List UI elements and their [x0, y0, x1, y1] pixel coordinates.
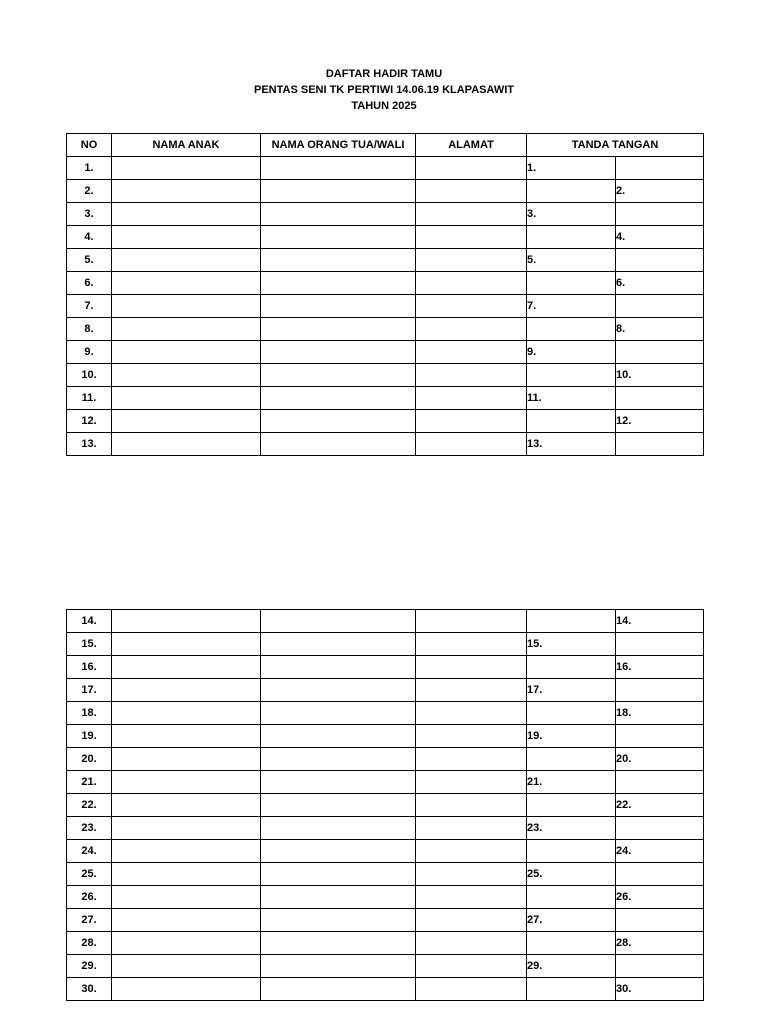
- signature-right-cell[interactable]: 16.: [616, 656, 704, 679]
- alamat-cell[interactable]: [416, 794, 527, 817]
- table-row: [67, 341, 704, 364]
- nama-orang-tua-cell[interactable]: [261, 725, 416, 748]
- nama-anak-cell[interactable]: [112, 978, 261, 1001]
- nama-anak-cell[interactable]: [112, 249, 261, 272]
- row-number: 30.: [67, 978, 112, 1001]
- table-row: [67, 817, 704, 840]
- table-row: [67, 633, 704, 656]
- signature-right-cell[interactable]: [616, 955, 704, 978]
- table-row: [67, 249, 704, 272]
- signature-left-cell[interactable]: 11.: [527, 387, 616, 410]
- nama-anak-cell[interactable]: [112, 886, 261, 909]
- nama-orang-tua-cell[interactable]: [261, 840, 416, 863]
- nama-anak-cell[interactable]: [112, 955, 261, 978]
- signature-left-cell[interactable]: 1.: [527, 157, 616, 180]
- row-number: 17.: [67, 679, 112, 702]
- row-number: 27.: [67, 909, 112, 932]
- table-row: [67, 886, 704, 909]
- table-body-2: [67, 610, 704, 1001]
- nama-orang-tua-cell[interactable]: [261, 863, 416, 886]
- signature-right-cell[interactable]: [616, 863, 704, 886]
- nama-anak-cell[interactable]: [112, 771, 261, 794]
- table-row: [67, 978, 704, 1001]
- nama-orang-tua-cell[interactable]: [261, 272, 416, 295]
- signature-left-cell[interactable]: 29.: [527, 955, 616, 978]
- row-number: 28.: [67, 932, 112, 955]
- table-row: [67, 955, 704, 978]
- row-number: 11.: [67, 387, 112, 410]
- signature-left-cell[interactable]: [527, 702, 616, 725]
- row-number: 4.: [67, 226, 112, 249]
- document-title: [0, 66, 768, 114]
- signature-left-cell[interactable]: 13.: [527, 433, 616, 456]
- alamat-cell[interactable]: [416, 725, 527, 748]
- signature-left-cell[interactable]: [527, 610, 616, 633]
- alamat-cell[interactable]: [416, 863, 527, 886]
- signature-left-cell[interactable]: 25.: [527, 863, 616, 886]
- row-number: 8.: [67, 318, 112, 341]
- row-number: 24.: [67, 840, 112, 863]
- nama-orang-tua-cell[interactable]: [261, 794, 416, 817]
- column-header-tanda-tangan: TANDA TANGAN: [527, 134, 704, 157]
- signature-left-cell[interactable]: [527, 318, 616, 341]
- row-number: 6.: [67, 272, 112, 295]
- table-row: [67, 180, 704, 203]
- alamat-cell[interactable]: [416, 295, 527, 318]
- table-row: [67, 203, 704, 226]
- nama-anak-cell[interactable]: [112, 679, 261, 702]
- nama-anak-cell[interactable]: [112, 433, 261, 456]
- row-number: 23.: [67, 817, 112, 840]
- table-row: [67, 748, 704, 771]
- table-row: [67, 794, 704, 817]
- table-body-1: [67, 157, 704, 456]
- alamat-cell[interactable]: [416, 341, 527, 364]
- table-row: [67, 318, 704, 341]
- signature-left-cell[interactable]: [527, 180, 616, 203]
- signature-right-cell[interactable]: 14.: [616, 610, 704, 633]
- table-row: [67, 364, 704, 387]
- nama-orang-tua-cell[interactable]: [261, 157, 416, 180]
- nama-anak-cell[interactable]: [112, 364, 261, 387]
- table-row: [67, 610, 704, 633]
- nama-orang-tua-cell[interactable]: [261, 932, 416, 955]
- nama-orang-tua-cell[interactable]: [261, 433, 416, 456]
- alamat-cell[interactable]: [416, 610, 527, 633]
- table-row: [67, 932, 704, 955]
- row-number: 14.: [67, 610, 112, 633]
- alamat-cell[interactable]: [416, 909, 527, 932]
- signature-right-cell[interactable]: [616, 909, 704, 932]
- row-number: 26.: [67, 886, 112, 909]
- signature-left-cell[interactable]: [527, 410, 616, 433]
- nama-anak-cell[interactable]: [112, 180, 261, 203]
- row-number: 2.: [67, 180, 112, 203]
- alamat-cell[interactable]: [416, 886, 527, 909]
- row-number: 12.: [67, 410, 112, 433]
- signature-left-cell[interactable]: [527, 932, 616, 955]
- alamat-cell[interactable]: [416, 656, 527, 679]
- nama-orang-tua-cell[interactable]: [261, 364, 416, 387]
- nama-anak-cell[interactable]: [112, 341, 261, 364]
- nama-orang-tua-cell[interactable]: [261, 817, 416, 840]
- attendance-table-2: [66, 609, 704, 1001]
- alamat-cell[interactable]: [416, 817, 527, 840]
- nama-anak-cell[interactable]: [112, 318, 261, 341]
- nama-anak-cell[interactable]: [112, 748, 261, 771]
- nama-anak-cell[interactable]: [112, 725, 261, 748]
- alamat-cell[interactable]: [416, 771, 527, 794]
- signature-right-cell[interactable]: 20.: [616, 748, 704, 771]
- table-row: [67, 679, 704, 702]
- signature-right-cell[interactable]: 26.: [616, 886, 704, 909]
- signature-right-cell[interactable]: 10.: [616, 364, 704, 387]
- signature-right-cell[interactable]: 22.: [616, 794, 704, 817]
- table-row: [67, 725, 704, 748]
- alamat-cell[interactable]: [416, 840, 527, 863]
- row-number: 10.: [67, 364, 112, 387]
- alamat-cell[interactable]: [416, 978, 527, 1001]
- nama-orang-tua-cell[interactable]: [261, 295, 416, 318]
- row-number: 21.: [67, 771, 112, 794]
- signature-right-cell[interactable]: 24.: [616, 840, 704, 863]
- alamat-cell[interactable]: [416, 679, 527, 702]
- signature-left-cell[interactable]: [527, 748, 616, 771]
- table-row: [67, 272, 704, 295]
- nama-anak-cell[interactable]: [112, 157, 261, 180]
- row-number: 3.: [67, 203, 112, 226]
- row-number: 20.: [67, 748, 112, 771]
- nama-orang-tua-cell[interactable]: [261, 610, 416, 633]
- signature-right-cell[interactable]: 8.: [616, 318, 704, 341]
- column-header-nama-orang-tua: NAMA ORANG TUA/WALI: [261, 134, 416, 157]
- signature-left-cell[interactable]: [527, 656, 616, 679]
- nama-anak-cell[interactable]: [112, 295, 261, 318]
- signature-left-cell[interactable]: [527, 794, 616, 817]
- signature-left-cell[interactable]: 27.: [527, 909, 616, 932]
- nama-orang-tua-cell[interactable]: [261, 387, 416, 410]
- signature-right-cell[interactable]: 12.: [616, 410, 704, 433]
- nama-orang-tua-cell[interactable]: [261, 226, 416, 249]
- row-number: 18.: [67, 702, 112, 725]
- row-number: 13.: [67, 433, 112, 456]
- nama-anak-cell[interactable]: [112, 656, 261, 679]
- table-row: [67, 433, 704, 456]
- title-line-2: PENTAS SENI TK PERTIWI 14.06.19 KLAPASAWIT: [254, 84, 514, 96]
- nama-anak-cell[interactable]: [112, 932, 261, 955]
- alamat-cell[interactable]: [416, 249, 527, 272]
- signature-right-cell[interactable]: [616, 633, 704, 656]
- signature-left-cell[interactable]: [527, 226, 616, 249]
- table-row: [67, 157, 704, 180]
- nama-anak-cell[interactable]: [112, 817, 261, 840]
- nama-anak-cell[interactable]: [112, 410, 261, 433]
- signature-left-cell[interactable]: [527, 364, 616, 387]
- signature-left-cell[interactable]: 5.: [527, 249, 616, 272]
- signature-left-cell[interactable]: [527, 272, 616, 295]
- row-number: 1.: [67, 157, 112, 180]
- table-row: [67, 909, 704, 932]
- signature-left-cell[interactable]: [527, 978, 616, 1001]
- signature-left-cell[interactable]: 7.: [527, 295, 616, 318]
- table-row: [67, 410, 704, 433]
- nama-anak-cell[interactable]: [112, 272, 261, 295]
- nama-anak-cell[interactable]: [112, 840, 261, 863]
- column-header-alamat: ALAMAT: [416, 134, 527, 157]
- signature-right-cell[interactable]: [616, 433, 704, 456]
- alamat-cell[interactable]: [416, 203, 527, 226]
- table-row: [67, 656, 704, 679]
- signature-right-cell[interactable]: [616, 771, 704, 794]
- table-row: [67, 226, 704, 249]
- signature-right-cell[interactable]: 28.: [616, 932, 704, 955]
- signature-right-cell[interactable]: 30.: [616, 978, 704, 1001]
- row-number: 7.: [67, 295, 112, 318]
- row-number: 25.: [67, 863, 112, 886]
- nama-orang-tua-cell[interactable]: [261, 203, 416, 226]
- nama-orang-tua-cell[interactable]: [261, 633, 416, 656]
- signature-right-cell[interactable]: 6.: [616, 272, 704, 295]
- nama-orang-tua-cell[interactable]: [261, 249, 416, 272]
- nama-anak-cell[interactable]: [112, 702, 261, 725]
- alamat-cell[interactable]: [416, 633, 527, 656]
- nama-orang-tua-cell[interactable]: [261, 702, 416, 725]
- nama-anak-cell[interactable]: [112, 633, 261, 656]
- nama-orang-tua-cell[interactable]: [261, 679, 416, 702]
- alamat-cell[interactable]: [416, 318, 527, 341]
- signature-left-cell[interactable]: 17.: [527, 679, 616, 702]
- nama-orang-tua-cell[interactable]: [261, 410, 416, 433]
- signature-right-cell[interactable]: [616, 203, 704, 226]
- table-row: [67, 295, 704, 318]
- nama-anak-cell[interactable]: [112, 387, 261, 410]
- alamat-cell[interactable]: [416, 433, 527, 456]
- table-row: [67, 771, 704, 794]
- title-line-1: DAFTAR HADIR TAMU: [325, 68, 443, 80]
- alamat-cell[interactable]: [416, 748, 527, 771]
- signature-right-cell[interactable]: [616, 249, 704, 272]
- title-line-3: TAHUN 2025: [351, 100, 417, 112]
- column-header-nama-anak: NAMA ANAK: [112, 134, 261, 157]
- signature-left-cell[interactable]: 19.: [527, 725, 616, 748]
- alamat-cell[interactable]: [416, 364, 527, 387]
- row-number: 9.: [67, 341, 112, 364]
- signature-right-cell[interactable]: [616, 341, 704, 364]
- table-row: [67, 702, 704, 725]
- nama-orang-tua-cell[interactable]: [261, 955, 416, 978]
- alamat-cell[interactable]: [416, 272, 527, 295]
- table-row: [67, 387, 704, 410]
- nama-orang-tua-cell[interactable]: [261, 886, 416, 909]
- signature-left-cell[interactable]: 23.: [527, 817, 616, 840]
- alamat-cell[interactable]: [416, 955, 527, 978]
- row-number: 16.: [67, 656, 112, 679]
- alamat-cell[interactable]: [416, 226, 527, 249]
- attendance-table-1: [66, 133, 704, 456]
- table-row: [67, 863, 704, 886]
- signature-right-cell[interactable]: 4.: [616, 226, 704, 249]
- row-number: 22.: [67, 794, 112, 817]
- nama-orang-tua-cell[interactable]: [261, 748, 416, 771]
- alamat-cell[interactable]: [416, 157, 527, 180]
- signature-left-cell[interactable]: 21.: [527, 771, 616, 794]
- signature-right-cell[interactable]: [616, 725, 704, 748]
- nama-orang-tua-cell[interactable]: [261, 180, 416, 203]
- signature-left-cell[interactable]: 9.: [527, 341, 616, 364]
- nama-anak-cell[interactable]: [112, 909, 261, 932]
- table-row: [67, 840, 704, 863]
- nama-orang-tua-cell[interactable]: [261, 341, 416, 364]
- nama-orang-tua-cell[interactable]: [261, 978, 416, 1001]
- nama-anak-cell[interactable]: [112, 610, 261, 633]
- alamat-cell[interactable]: [416, 410, 527, 433]
- nama-anak-cell[interactable]: [112, 203, 261, 226]
- signature-right-cell[interactable]: 2.: [616, 180, 704, 203]
- nama-orang-tua-cell[interactable]: [261, 656, 416, 679]
- row-number: 15.: [67, 633, 112, 656]
- signature-right-cell[interactable]: [616, 295, 704, 318]
- column-header-no: NO: [67, 134, 112, 157]
- signature-left-cell[interactable]: [527, 886, 616, 909]
- table-header-row: [67, 134, 704, 157]
- alamat-cell[interactable]: [416, 387, 527, 410]
- nama-orang-tua-cell[interactable]: [261, 909, 416, 932]
- signature-right-cell[interactable]: 18.: [616, 702, 704, 725]
- nama-anak-cell[interactable]: [112, 226, 261, 249]
- signature-right-cell[interactable]: [616, 387, 704, 410]
- alamat-cell[interactable]: [416, 180, 527, 203]
- nama-orang-tua-cell[interactable]: [261, 771, 416, 794]
- row-number: 29.: [67, 955, 112, 978]
- nama-anak-cell[interactable]: [112, 794, 261, 817]
- signature-right-cell[interactable]: [616, 157, 704, 180]
- row-number: 19.: [67, 725, 112, 748]
- alamat-cell[interactable]: [416, 932, 527, 955]
- alamat-cell[interactable]: [416, 702, 527, 725]
- row-number: 5.: [67, 249, 112, 272]
- signature-left-cell[interactable]: 3.: [527, 203, 616, 226]
- signature-left-cell[interactable]: 15.: [527, 633, 616, 656]
- signature-right-cell[interactable]: [616, 817, 704, 840]
- signature-right-cell[interactable]: [616, 679, 704, 702]
- nama-anak-cell[interactable]: [112, 863, 261, 886]
- nama-orang-tua-cell[interactable]: [261, 318, 416, 341]
- signature-left-cell[interactable]: [527, 840, 616, 863]
